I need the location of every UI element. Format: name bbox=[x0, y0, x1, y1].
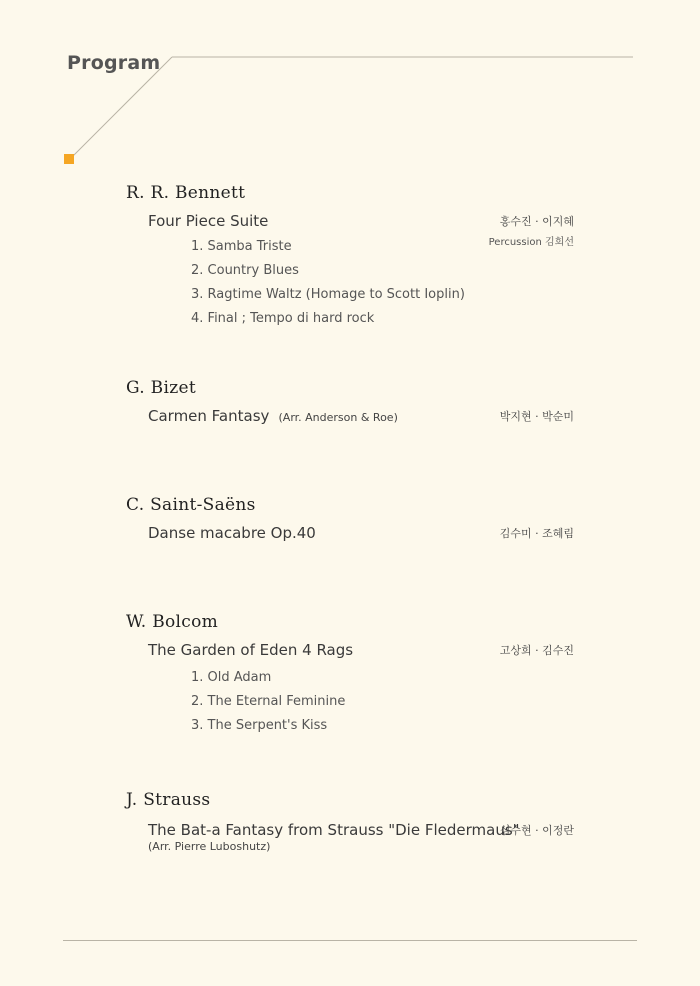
performers bbox=[500, 408, 574, 424]
movement-item: 3. The Serpent's Kiss bbox=[191, 718, 328, 733]
header-diagonal bbox=[73, 57, 172, 156]
accent-square bbox=[64, 154, 74, 164]
page-title: Program bbox=[67, 52, 161, 74]
program-item bbox=[126, 612, 586, 738]
work-row bbox=[148, 640, 586, 662]
work-row bbox=[148, 406, 586, 428]
program-item bbox=[126, 378, 586, 428]
performer-names: 홍수진 · 이지혜 bbox=[499, 215, 574, 228]
performer-names: 박지현 · 박순미 bbox=[499, 410, 574, 423]
arrangement-note: (Arr. Pierre Luboshutz) bbox=[148, 840, 271, 853]
program-item bbox=[126, 183, 586, 331]
composer-name: J. Strauss bbox=[126, 790, 211, 810]
movement-list bbox=[126, 666, 586, 738]
movement-item: 3. Ragtime Waltz (Homage to Scott Ioplin) bbox=[191, 287, 465, 302]
program-item bbox=[126, 495, 586, 545]
performers bbox=[500, 822, 574, 838]
performer-names: 고상희 · 김수진 bbox=[499, 644, 574, 657]
composer-name: C. Saint-Saëns bbox=[126, 495, 256, 515]
movement-item: 4. Final ; Tempo di hard rock bbox=[191, 311, 375, 326]
work-title: Carmen Fantasy bbox=[148, 407, 270, 425]
composer-name: W. Bolcom bbox=[126, 612, 219, 632]
performers bbox=[500, 642, 574, 658]
footer-rule bbox=[63, 940, 637, 941]
movement-item: 2. The Eternal Feminine bbox=[191, 694, 346, 709]
performers bbox=[489, 213, 574, 248]
composer-name: G. Bizet bbox=[126, 378, 196, 398]
performer-percussion: Percussion 김희선 bbox=[488, 237, 574, 248]
work-row bbox=[148, 523, 586, 545]
work-title: The Bat-a Fantasy from Strauss "Die Fledermaus" bbox=[148, 821, 520, 839]
composer-name: R. R. Bennett bbox=[126, 183, 246, 203]
performer-names: 심수현 · 이정란 bbox=[499, 824, 574, 837]
performer-names: 김수미 · 조혜림 bbox=[499, 527, 574, 540]
program-item bbox=[126, 790, 586, 853]
movement-item: 1. Samba Triste bbox=[191, 239, 292, 254]
arrangement-note: (Arr. Anderson & Roe) bbox=[278, 411, 398, 424]
header-decoration-lines bbox=[0, 0, 700, 200]
work-title: The Garden of Eden 4 Rags bbox=[148, 641, 354, 659]
work-row bbox=[148, 820, 586, 838]
movement-list bbox=[126, 235, 586, 331]
movement-item: 1. Old Adam bbox=[191, 670, 272, 685]
work-title: Danse macabre Op.40 bbox=[148, 524, 316, 542]
performers bbox=[500, 525, 574, 541]
work-title: Four Piece Suite bbox=[148, 212, 269, 230]
movement-item: 2. Country Blues bbox=[191, 263, 299, 278]
